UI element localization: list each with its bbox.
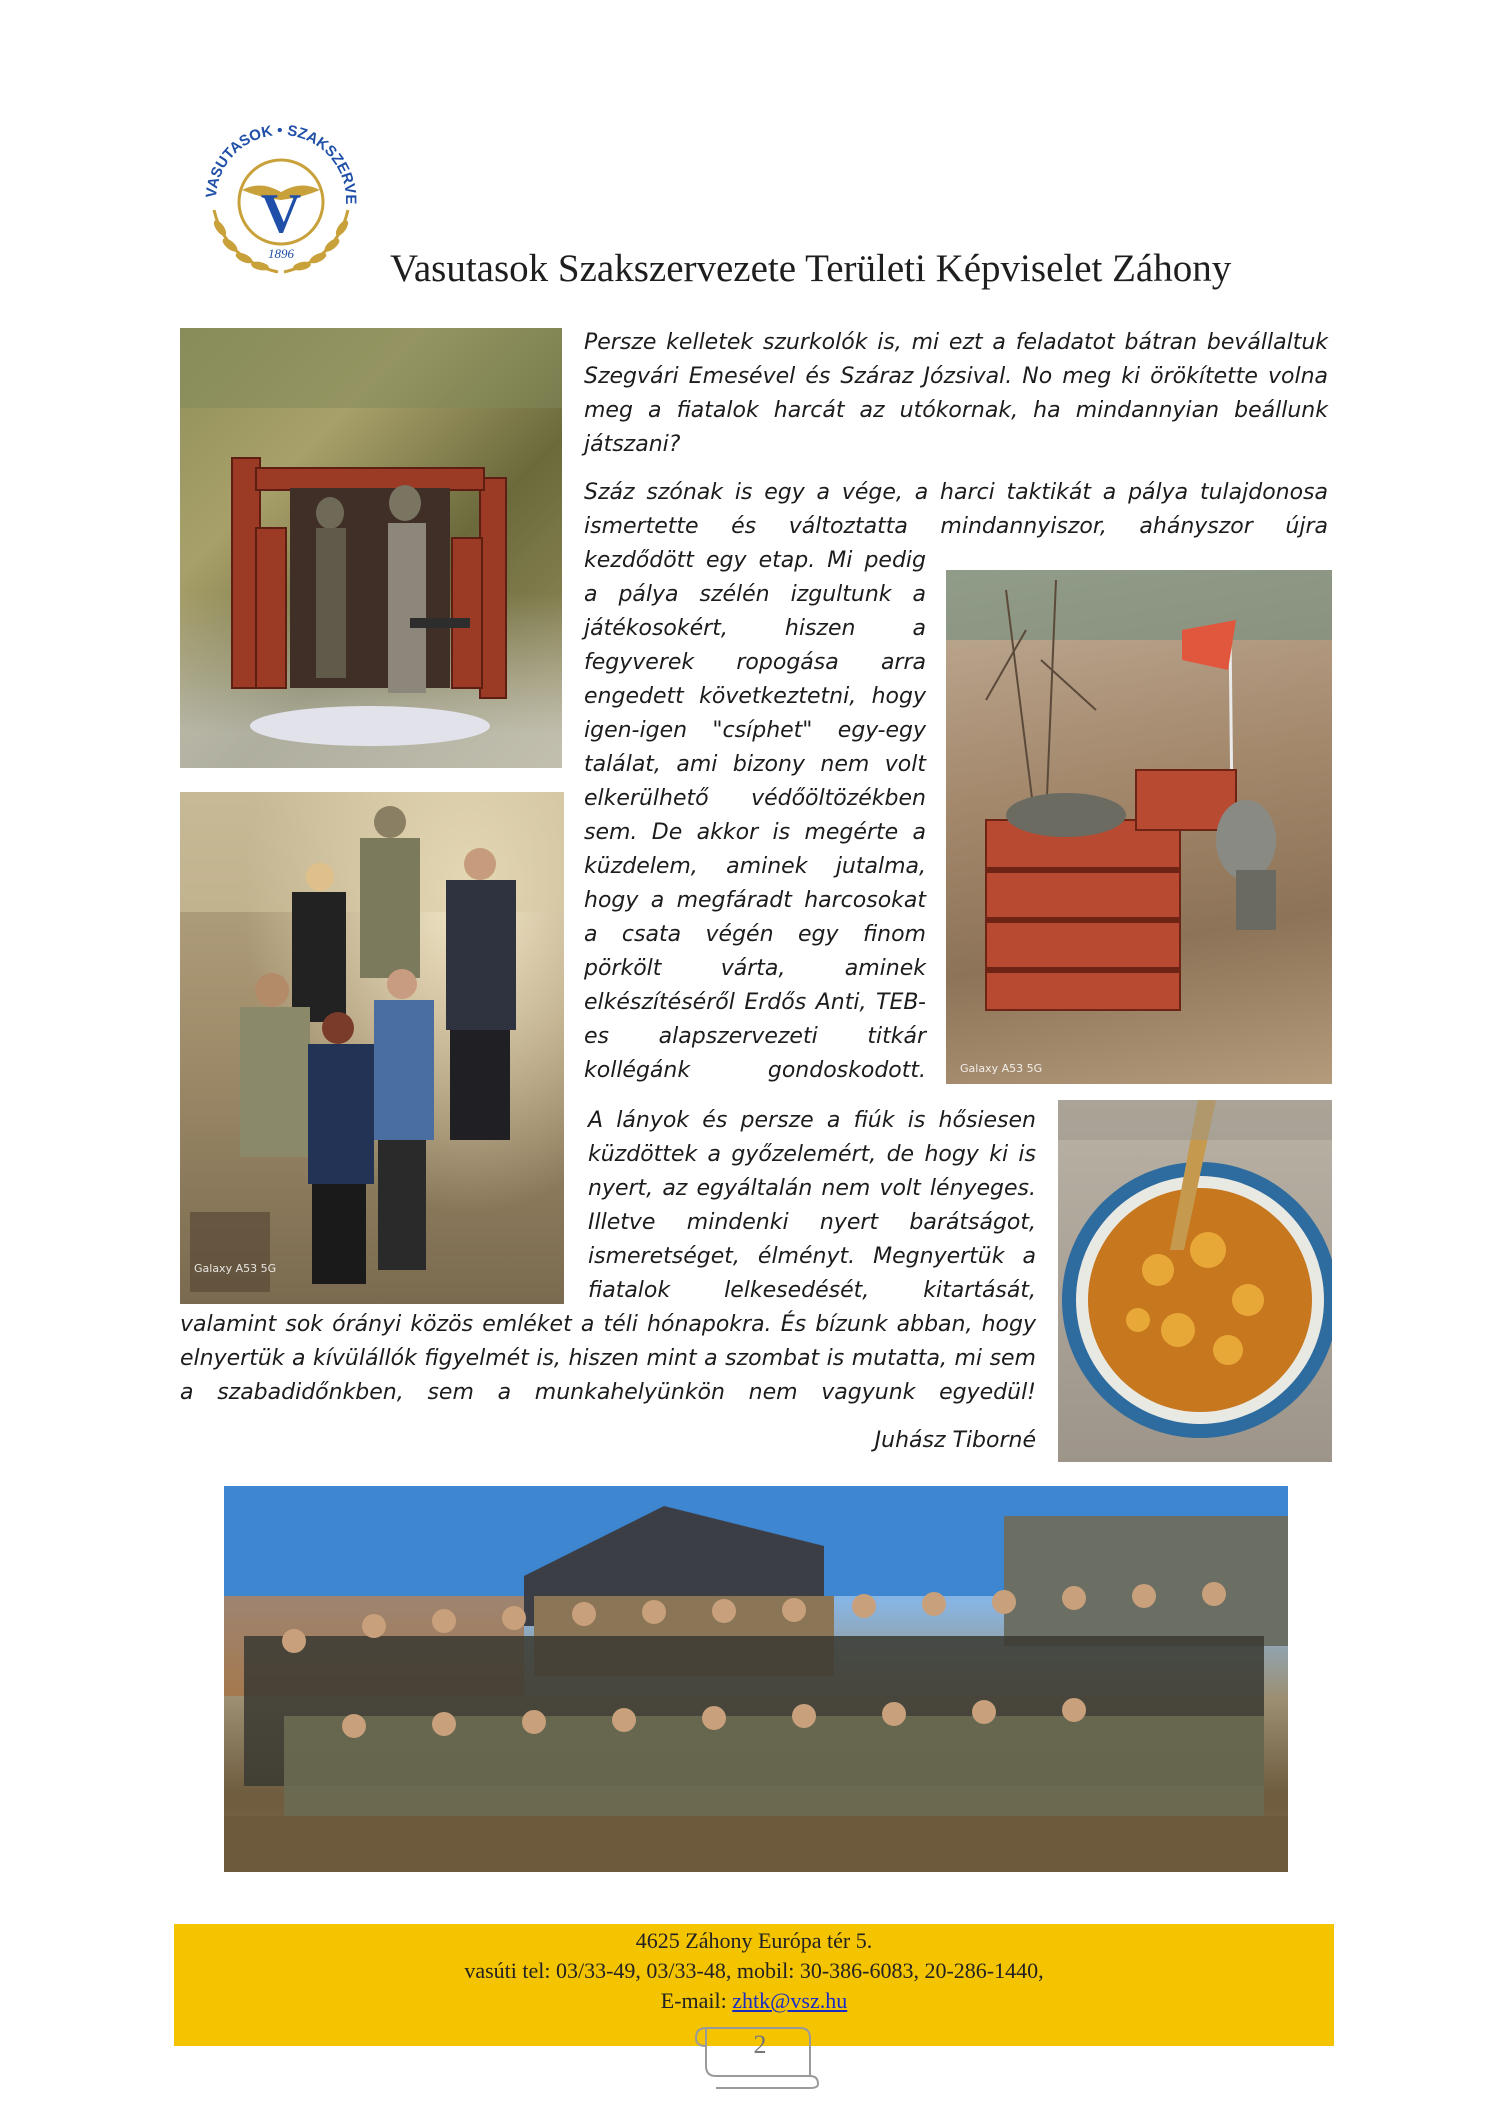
org-title: Vasutasok Szakszervezete Területi Képviselet Záhony — [390, 247, 1232, 290]
article-paragraph-3-intro: A lányok és persze a fiúk is hősiesen küzdöttek a győzelemért, de hogy ki is nyert, az egyáltalán nem volt lényeges. Illetve mindenki nyert barátságot, ismeretséget, élményt. Megnyertük a fiatalok lelkesedését, kitartását, — [588, 1108, 1036, 1303]
union-logo — [186, 100, 376, 280]
camera-watermark: Galaxy A53 5G — [194, 1262, 277, 1275]
footer-email-label: E-mail: — [660, 1988, 727, 2013]
article-paragraph-2-intro: Száz szónak is egy a vége, a harci taktikát a pálya tulajdonosa ismertette és változtatta mindannyiszor, ahányszor újra — [584, 480, 1328, 539]
team-group-photo — [224, 1486, 1288, 1872]
article-paragraph-1: Persze kelletek szurkolók is, mi ezt a feladatot bátran bevállaltuk Szegvári Emesével és Száraz Józsival. No meg ki örökítette volna meg a fiatalok harcát az utókornak, ha mindannyian beállunk játszani? — [584, 330, 1328, 457]
footer-email-link[interactable]: zhtk@vsz.hu — [732, 1988, 848, 2013]
logo-year: 1896 — [268, 246, 294, 261]
footer-address: 4625 Záhony Európa tér 5. — [635, 1928, 873, 1953]
supporters-group-photo — [180, 792, 564, 1304]
stew-pot-photo — [1058, 1100, 1332, 1462]
footer-phones: vasúti tel: 03/33-49, 03/33-48, mobil: 30-386-6083, 20-286-1440, — [464, 1958, 1044, 1983]
page-number: 2 — [753, 2030, 767, 2059]
logo-letter: V — [260, 183, 302, 245]
logo-arc-text: VASUTASOK • SZAKSZERVE — [202, 121, 360, 205]
footer-email-row — [174, 1986, 1334, 2016]
paintball-bunker-photo — [180, 328, 562, 768]
article-paragraph-3-body: valamint sok órányi közös emléket a téli hónapokra. És bízunk abban, hogy elnyertük a kívülállók figyelmét is, hiszen mint a szombat is mutatta, mi sem a szabadidőnkben, sem a munkahelyünkön nem vagyunk egyedül! — [180, 1312, 1036, 1405]
article-paragraph-2-body: kezdődött egy etap. Mi pedig a pálya szélén izgultunk a játékosokért, hiszen a fegyverek ropogása arra engedett következtetni, hogy igen-igen "csíphet" egy-egy találat, ami bizony nem volt elkerülhető védőöltözékben sem. De akkor is megérte a küzdelem, aminek jutalma, hogy a megfáradt harcosokat a csata végén egy finom pörkölt várta, aminek elkészítéséről Erdős Anti, TEB-es alapszervezeti titkár kollégánk gondoskodott. — [584, 548, 926, 1083]
author-signature: Juhász Tiborné — [874, 1428, 1036, 1453]
field-pallet-bunker-photo — [946, 570, 1332, 1084]
camera-watermark: Galaxy A53 5G — [960, 1062, 1043, 1075]
